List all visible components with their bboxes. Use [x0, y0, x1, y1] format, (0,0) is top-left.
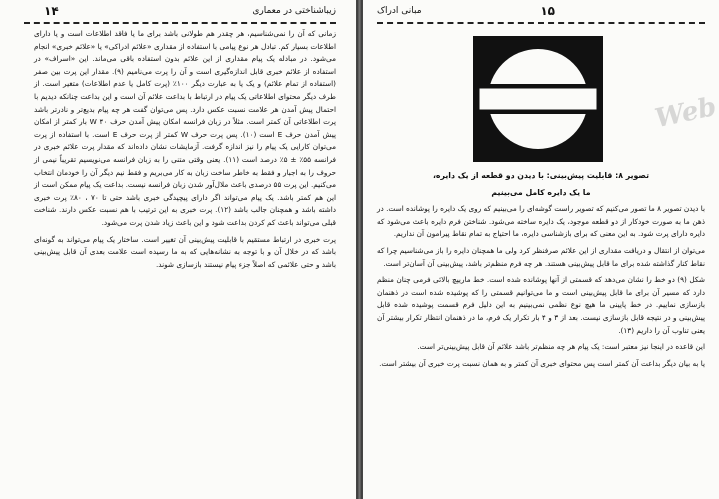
left-page-number: ۱۴: [44, 4, 59, 18]
left-running-header: [24, 6, 336, 24]
watermark: Web: [652, 92, 719, 135]
right-running-title: مبانی ادراک: [377, 6, 422, 16]
header-rule: [377, 22, 705, 24]
right-body-text: [377, 170, 705, 374]
left-running-title: زیباشناختی در معماری: [252, 6, 336, 16]
header-rule: [24, 22, 336, 24]
paragraph: یا به بیان دیگر بداعت آن کمتر است پس محتوای خبری آن کمتر و به همان نسبت پرت خبری آن بیشتر است.: [379, 358, 705, 368]
paragraph: با دیدن تصویر ۸ ما تصور می‌کنیم که تصویر راست گوشه‌ای را می‌بینیم که روی یک دایره را پوشانده است. در ذهن ما به صورت خودکار از دو قطعه موجود، یک دایره ساخته می‌شود. شناختن فرم دایره باعث می‌شود که دایره دارای پرت شود. به این معنی که برای بازشناسی دایره، ما احتیاج به تمام نقاط پیرامون آن نداریم.: [377, 204, 705, 239]
left-page: [0, 0, 357, 499]
white-band: [479, 88, 597, 110]
figure-8-circle-illustration: [473, 36, 603, 162]
paragraph: این قاعده در اینجا نیز معتبر است: یک پیام هر چه منظم‌تر باشد علائم آن قابل پیش‌بینی‌تر است.: [417, 342, 705, 352]
paragraph: می‌توان از انتقال و دریافت مقداری از این علائم صرفنظر کرد ولی ما همچنان دایره را باز می‌شناسیم چرا که نقاط کنار گذاشته شده برای ما قابل پیش‌بینی هستند. هر چه فرم منظم‌تر باشد، پیش‌بینی آن آسان‌تر است.: [377, 245, 705, 268]
right-page: [362, 0, 719, 499]
paragraph: پرت خبری در ارتباط مستقیم با قابلیت پیش‌بینی آن تغییر است. ساختار یک پیام می‌تواند به گونه‌ای باشد که در خلال آن و با توجه به نشانه‌هایی که به ما رسیده است علامت بعدی آن قابل پیش‌بینی باشد و حتی علائمی که اصلاً جزء پیام نیستند بازسازی شوند.: [34, 234, 336, 269]
left-body-text: [34, 28, 336, 275]
right-running-header: [377, 6, 705, 24]
right-page-number: ۱۵: [540, 4, 555, 18]
figure-caption-subtitle: ما یک دایره کامل می‌بینیم: [491, 187, 591, 197]
figure-caption-title: تصویر ۸: قابلیت پیش‌بینی: با دیدن دو قطعه از یک دایره،: [432, 171, 650, 180]
paragraph: زمانی که آن را نمی‌شناسیم، هر چقدر هم طولانی باشد برای ما یا فاقد اطلاعات است و یا دارای اطلاعات بسیار کم. تبادل هر نوع پیامی با استفاده از مقداری «علائم ادراکی» یا «علائم خبری» انجام می‌شود. در مبادله یک پیام مقداری از این علائم بدون استفاده باقی می‌ماند. این «اسراف» در استفاده از علائم خبری قابل اندازه‌گیری است و آن را پرت می‌نامیم (۹). مقدار این پرت بین صفر (استفاده از تمام علائم) و یک یا به عبارت دیگر ۱۰۰٪ (پرت کامل یا عدم اطلاعات) متغیر است. از طرف دیگر محتوای اطلاعاتی یک پیام در ارتباط با بداعت علائم آن است و این بداعت چنانکه دیدیم با احتمال پیش آمدن هر علامت نسبت عکس دارد. پس می‌توان گفت هر چه پیام بدیع‌تر و نادرتر باشد پرت اطلاعاتی آن کمتر است. مثلاً در زبان فرانسه امکان پیش آمدن حرف W ۴۰ بار کمتر از امکان پیش آمدن حرف E است (۱۰). پس پرت حرف W کمتر از پرت حرف E است. با استفاده از پرت می‌توان کارایی یک پیام را نیز اندازه گرفت. آزمایشات نشان داده‌اند که مقدار پرت علائم خبری در فرانسه ۵۵٪ ± ۵٪ درصد است (۱۱). یعنی وقتی متنی را به زبان فرانسه می‌نویسیم تقریباً نیمی از حروف را به اجبار و فقط به خاطر ساخت زبان به کار می‌بریم و فقط نیم دیگر آن را خودمان انتخاب می‌کنیم. این پرت ۵۵ درصدی باعث ملال‌آور شدن زبان فرانسه نیست. بداعت یک پیام ممکن است از این هم کمتر باشد. یک پیام می‌تواند اگر دارای پیچیدگی خبری باشد حتی تا ۷۰ ، ۸۰٪ پرت خبری داشته باشد و همچنان جالب باشد (۱۲). پرت خبری به این ترتیب با هم نسبت عکس دارند. شناخت قبلی می‌تواند باعث کم کردن بداعت شود و این باعث زیاد شدن پرت می‌شود.: [34, 29, 337, 227]
paragraph: شکل (۹) دو خط را نشان می‌دهد که قسمتی از آنها پوشانده شده است. خط ماریپچ بالائی فرمی چنان منظم دارد که مسیر آن برای ما قابل پیش‌بینی است و ما می‌توانیم قسمتی را که پوشیده شده است در ذهنمان بازسازی نماییم. در خط پایینی ما هیچ نوع نظمی نمی‌بینیم به این دلیل فرم قسمت پوشیده شده قابل پیش‌بینی و در نتیجه قابل بازسازی نیست. بعد از ۳ و ۴ بار تکرار یک فرم، ما در ذهنمان انتظار تکرار بیشتر آن یعنی تناوب آن را داریم (۱۳).: [377, 275, 706, 335]
